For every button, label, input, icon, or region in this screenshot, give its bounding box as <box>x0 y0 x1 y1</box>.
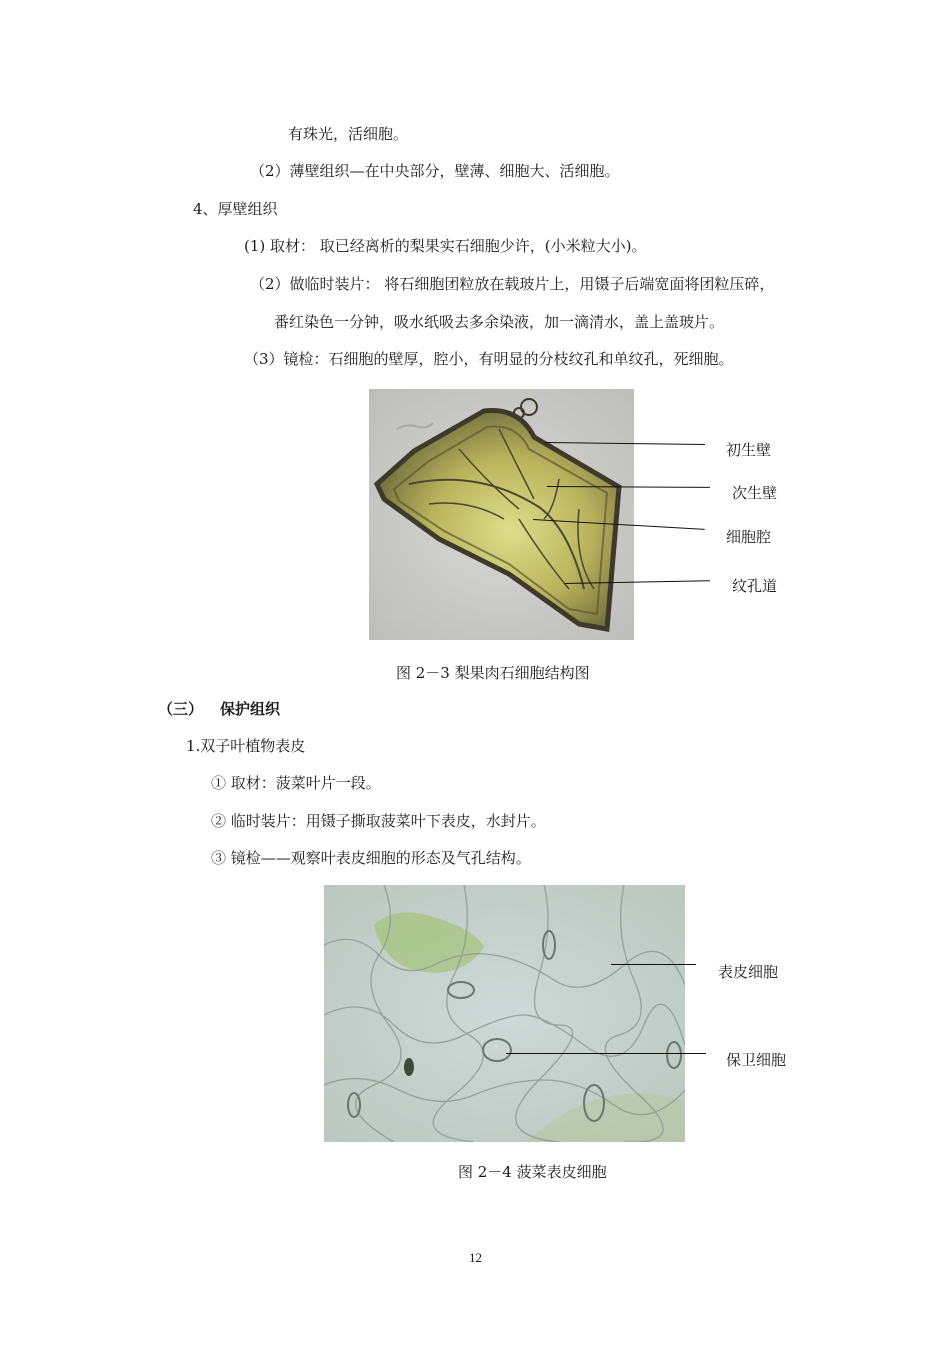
text-line-6: 番红染色一分钟，吸水纸吸去多余染液，加一滴清水，盖上盖玻片。 <box>274 313 725 331</box>
text-line-7: （3）镜检：石细胞的壁厚，腔小，有明显的分枝纹孔和单纹孔，死细胞。 <box>244 350 734 368</box>
stone-cell-micrograph <box>369 389 634 640</box>
text-line-11: ③ 镜检——观察叶表皮细胞的形态及气孔结构。 <box>211 849 531 867</box>
label-epidermal-cell: 表皮细胞 <box>718 963 779 981</box>
section-number: （三） <box>158 700 204 718</box>
text-line-10: ② 临时装片：用镊子撕取菠菜叶下表皮，水封片。 <box>211 812 546 830</box>
label-primary-wall: 初生壁 <box>726 441 772 459</box>
text-line-4: (1) 取材： 取已经离析的梨果实石细胞少许，(小米粒大小)。 <box>244 237 647 255</box>
leader-line <box>506 1053 706 1054</box>
label-cell-lumen: 细胞腔 <box>726 528 772 546</box>
section-title: 保护组织 <box>220 700 281 718</box>
label-secondary-wall: 次生壁 <box>732 484 778 502</box>
text-line-1: 有珠光，活细胞。 <box>288 125 409 143</box>
label-pit-canal: 纹孔道 <box>732 577 778 595</box>
figure-caption-2-3: 图 2－3 梨果肉石细胞结构图 <box>396 664 590 682</box>
leader-line <box>611 964 696 965</box>
spinach-epidermis-micrograph <box>324 885 685 1142</box>
figure-caption-2-4: 图 2－4 菠菜表皮细胞 <box>458 1163 607 1181</box>
text-line-9: ① 取材：菠菜叶片一段。 <box>211 774 381 792</box>
text-line-3: 4、厚壁组织 <box>193 200 278 218</box>
text-line-8: 1.双子叶植物表皮 <box>186 737 306 755</box>
text-line-5: （2）做临时装片： 将石细胞团粒放在载玻片上，用镊子后端宽面将团粒压碎， <box>250 275 775 293</box>
text-line-2: （2）薄壁组织—在中央部分，壁薄、细胞大、活细胞。 <box>250 162 620 180</box>
label-guard-cell: 保卫细胞 <box>726 1051 787 1069</box>
page-number: 12 <box>469 1250 482 1265</box>
